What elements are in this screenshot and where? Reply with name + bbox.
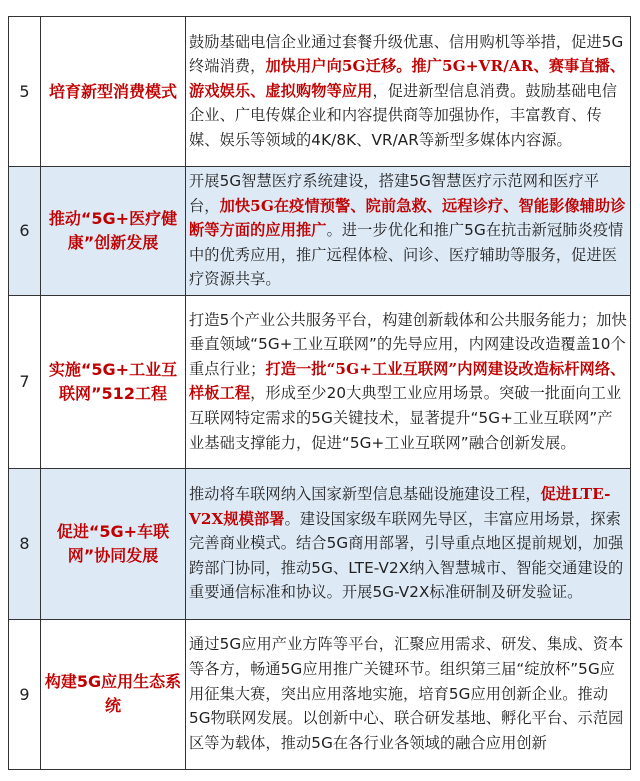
desc-text: 通过5G应用产业方阵等平台，汇聚应用需求、研发、集成、资本等各方，畅通5G应用推广关键环节。组织第三届“绽放杯”5G应用征集大赛，突出应用落地实施，培育5G应用创新企业。推动5G物联网发展。以创新中心、联合研发基地、孵化平台、示范园区等为载体，推动5G在各行业各领域的融合应用创新 [189, 635, 624, 752]
desc-highlight: 加快用户向5G迁移。推广5G+VR/AR、赛事直播、游戏娱乐、虚拟购物等应用 [189, 57, 626, 100]
measure-title: 实施“5G+工业互联网”512工程 [41, 295, 186, 468]
measure-title: 促进“5G+车联网”协同发展 [41, 468, 186, 619]
desc-text: 。建设国家级车联网先导区，丰富应用场景，探索完善商业模式。结合5G商用部署，引导重点地区提前规划，加强跨部门协同，推动5G、LTE-V2X纳入智慧城市、智能交通建设的重要通信标准和协议。开展5G-V2X标准研制及研发验证。 [189, 509, 624, 602]
measure-title: 培育新型消费模式 [41, 17, 186, 167]
desc-text: 鼓励基础电信企业通过套餐升级优惠、信用购机等举措，促进5G终端消费， [189, 32, 624, 76]
table-row [9, 619, 631, 769]
measure-description [186, 167, 631, 296]
table-row [9, 295, 631, 468]
desc-highlight: 加快5G在疫情预警、院前急救、远程诊疗、智能影像辅助诊断等方面的应用推广 [189, 196, 626, 240]
desc-highlight: 打造一批“5G+工业互联网”内网建设改造标杆网络、样板工程 [189, 359, 626, 403]
table-row [9, 167, 631, 296]
measure-title: 推动“5G+医疗健康”创新发展 [41, 167, 186, 296]
desc-highlight: 促进LTE-V2X规模部署 [189, 484, 611, 528]
desc-text: 。进一步优化和推广5G在抗击新冠肺炎疫情中的优秀应用，推广远程体检、问诊、医疗辅助等服务，促进医疗资源共享。 [189, 221, 624, 289]
row-number: 8 [9, 468, 41, 619]
row-number: 9 [9, 619, 41, 769]
row-number: 7 [9, 295, 41, 468]
measure-description [186, 468, 631, 619]
measure-description [186, 295, 631, 468]
measure-description [186, 619, 631, 769]
table-row [9, 468, 631, 619]
policy-measures-table [8, 16, 631, 770]
row-number: 6 [9, 167, 41, 296]
measure-title: 构建5G应用生态系统 [41, 619, 186, 769]
desc-text: 打造5个产业公共服务平台，构建创新载体和公共服务能力；加快垂直领域“5G+工业互联网”的先导应用，内网建设改造覆盖10个重点行业； [189, 310, 627, 378]
table-row [9, 17, 631, 167]
desc-text: ，形成至少20大典型工业应用场景。突破一批面向工业互联网特定需求的5G关键技术，显著提升“5G+工业互联网”产业基础支撑能力，促进“5G+工业互联网”融合创新发展。 [189, 384, 622, 452]
desc-text: 开展5G智慧医疗系统建设，搭建5G智慧医疗示范网和医疗平台， [189, 172, 600, 215]
row-number: 5 [9, 17, 41, 167]
measure-description [186, 17, 631, 167]
desc-text: 推动将车联网纳入国家新型信息基础设施建设工程， [189, 484, 541, 503]
desc-text: ，促进新型信息消费。鼓励基础电信企业、广电传媒企业和内容提供商等加强协作，丰富教育、传媒、娱乐等领域的4K/8K、VR/AR等新型多媒体内容源。 [189, 81, 618, 149]
